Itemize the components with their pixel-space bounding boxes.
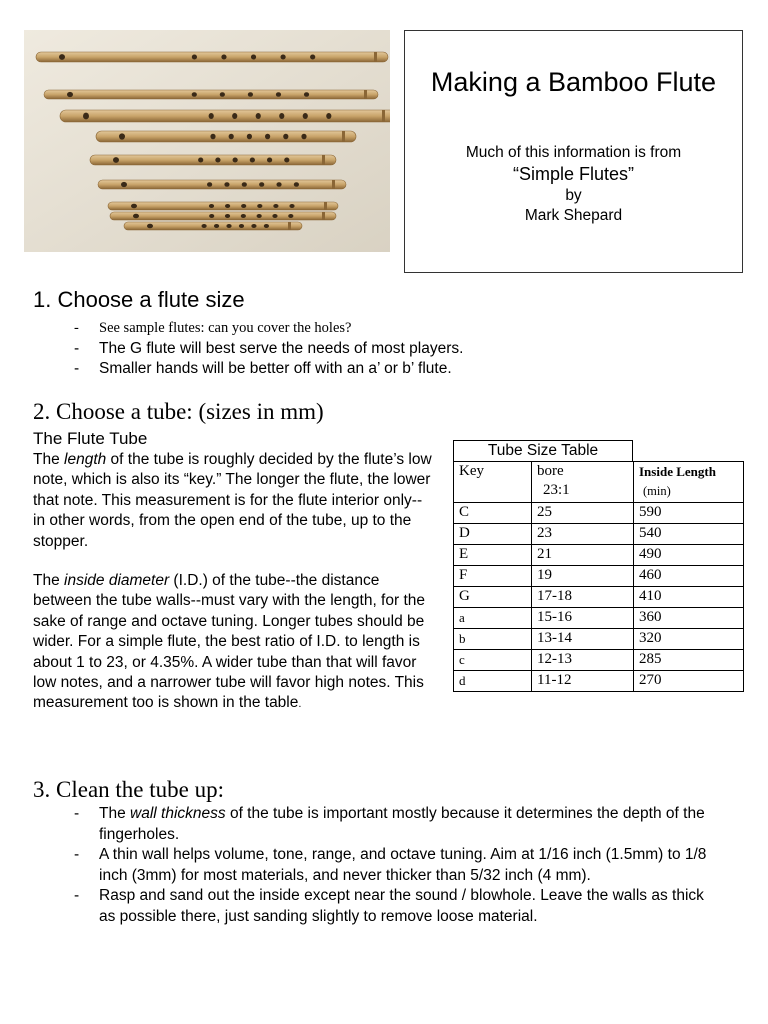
text: of the tube is important mostly because it determines the depth of the fingerholes. [99,805,705,843]
length-cell: 590 [634,503,744,524]
finger-hole [241,204,246,208]
list-item [74,339,463,360]
length-cell: 270 [634,671,744,692]
source-by: by [565,187,582,204]
finger-hole [303,113,308,119]
flute-body [98,180,346,189]
finger-hole [251,55,256,60]
section-3-heading: 3. Clean the tube up: [33,777,224,802]
length-cell: 410 [634,587,744,608]
finger-hole [198,158,203,163]
finger-hole [207,182,212,187]
bore-header [532,462,634,503]
text: The [33,451,65,468]
finger-hole [257,214,262,218]
bore-cell: 21 [532,545,634,566]
finger-hole [251,224,256,228]
finger-hole [256,113,261,119]
finger-hole [233,158,238,163]
finger-hole [289,204,294,208]
flute-body [90,155,336,165]
bore-cell: 17-18 [532,587,634,608]
flute-body [44,90,378,99]
bore-cell: 12-13 [532,650,634,671]
key-header: Key [454,462,532,503]
finger-hole [226,224,231,228]
finger-hole [209,204,214,208]
blow-hole [147,224,153,229]
bore-label: bore [537,463,564,479]
key-cell: G [454,587,532,608]
section-1-heading: 1. Choose a flute size [33,287,245,312]
length-cell: 540 [634,524,744,545]
finger-hole [264,224,269,228]
section-3-list [74,804,714,927]
diameter-paragraph [33,571,433,715]
finger-hole [247,134,252,140]
flute-node [364,90,367,99]
bullet: - [74,339,80,357]
finger-hole [220,92,225,97]
blow-hole [83,113,89,120]
finger-hole [284,158,289,163]
finger-hole [257,204,262,208]
finger-hole [192,55,197,60]
table-caption: Tube Size Table [453,440,633,461]
flute-body [110,212,336,220]
bore-cell: 23 [532,524,634,545]
section-1-list [74,318,463,380]
list-item [74,845,714,886]
finger-hole [304,92,309,97]
finger-hole [288,214,293,218]
source-book-title: “Simple Flutes” [512,164,635,184]
finger-hole [209,214,214,218]
inside-length-label: Inside Length [639,464,716,479]
flutes-illustration [24,30,390,252]
finger-hole [225,204,230,208]
bullet: - [74,846,80,863]
table-row [454,587,744,608]
key-cell: D [454,524,532,545]
bamboo-flutes-photo [24,30,390,252]
list-item [74,886,714,927]
flute-node [374,52,377,62]
key-cell: a [454,608,532,629]
table-row [454,524,744,545]
finger-hole [242,182,247,187]
source-author: Mark Shepard [524,207,623,224]
text: (I.D.) of the tube--the distance between the tube walls--must vary with the length, for the sake of range and octave tuning. Longer tubes should be wider. For a simple flute, the best ratio of I.D. to length is about 1 to 23, or 4.35%. A wider tube than that will favor low notes, and a narrower tube will favor high notes. This measurement too is shown in the table [33,572,426,712]
finger-hole [214,224,219,228]
table-row [454,629,744,650]
key-cell: C [454,503,532,524]
flute-body [96,131,356,142]
list-item-text: A thin wall helps volume, tone, range, and octave tuning. Aim at 1/16 inch (1.5mm) to 1/8 inch (3mm) for most materials, and never thicker than 5/32 inch (4 mm). [99,846,707,884]
length-paragraph [33,450,433,552]
finger-hole [239,224,244,228]
finger-hole [202,224,207,228]
bore-cell: 25 [532,503,634,524]
finger-hole [225,214,230,218]
finger-hole [215,158,220,163]
list-item-text: The G flute will best serve the needs of most players. [99,339,464,357]
length-cell: 320 [634,629,744,650]
blow-hole [113,157,119,163]
table-row [454,608,744,629]
table-row [454,566,744,587]
flute-tube-subheading: The Flute Tube [33,429,148,448]
source-line: Much of this information is from [465,144,682,161]
key-cell: E [454,545,532,566]
tube-size-table [453,461,744,692]
inside-length-header [634,462,744,503]
finger-hole [273,204,278,208]
bore-cell: 19 [532,566,634,587]
finger-hole [232,113,237,119]
section-2-heading: 2. Choose a tube: (sizes in mm) [33,399,324,424]
blow-hole [133,214,139,219]
finger-hole [192,92,197,97]
length-cell: 285 [634,650,744,671]
text: The [99,805,131,822]
finger-hole [276,182,281,187]
list-item-text: Rasp and sand out the inside except near the sound / blowhole. Leave the walls as thick as possible there, just sanding slightly to remove loose material. [99,887,704,925]
length-cell: 490 [634,545,744,566]
list-item [74,804,714,845]
key-cell: d [454,671,532,692]
title-box [404,30,743,273]
table-row [454,671,744,692]
emphasis: inside diameter [64,572,170,589]
blow-hole [121,182,127,187]
flute-node [332,180,335,189]
blow-hole [59,54,65,60]
table-row [454,503,744,524]
length-cell: 460 [634,566,744,587]
key-cell: F [454,566,532,587]
finger-hole [250,158,255,163]
finger-hole [224,182,229,187]
blow-hole [131,204,137,209]
finger-hole [248,92,253,97]
bullet: - [74,320,79,336]
text: . [298,698,302,711]
flute-body [60,110,390,122]
emphasis: wall thickness [130,805,226,822]
flute-node [382,110,385,122]
finger-hole [272,214,277,218]
finger-hole [267,158,272,163]
flute-node [324,202,327,210]
finger-hole [276,92,281,97]
bore-ratio: 23:1 [543,482,570,498]
list-item [74,359,463,380]
blow-hole [119,133,125,139]
bore-cell: 11-12 [532,671,634,692]
finger-hole [229,134,234,140]
flute-node [288,222,291,230]
finger-hole [221,55,226,60]
table-row [454,650,744,671]
blow-hole [67,92,73,97]
key-cell: b [454,629,532,650]
bullet: - [74,360,80,377]
emphasis: length [64,451,107,468]
finger-hole [241,214,246,218]
finger-hole [301,134,306,140]
finger-hole [210,134,215,140]
table-header-row [454,462,744,503]
finger-hole [265,134,270,140]
bore-cell: 13-14 [532,629,634,650]
text: of the tube is roughly decided by the flute’s low note, which is also its “key.” The longer the flute, the lower that note. This measurement is for the flute interior only--in other words, from the open end of the tube, up to the stopper. [33,451,432,550]
list-item-text: See sample flutes: can you cover the holes? [99,320,352,336]
flute-node [322,212,325,220]
finger-hole [281,55,286,60]
finger-hole [294,182,299,187]
flute-body [36,52,388,62]
length-cell: 360 [634,608,744,629]
table-row [454,545,744,566]
key-cell: c [454,650,532,671]
finger-hole [209,113,214,119]
bore-cell: 15-16 [532,608,634,629]
bullet: - [74,887,80,904]
min-label: (min) [643,484,671,498]
flute-node [322,155,325,165]
finger-hole [310,55,315,60]
flute-body [108,202,338,210]
flute-node [342,131,345,142]
finger-hole [326,113,331,119]
list-item-text: Smaller hands will be better off with an a’ or b’ flute. [99,360,452,377]
finger-hole [283,134,288,140]
page-title: Making a Bamboo Flute [430,67,717,97]
list-item [74,318,463,339]
finger-hole [259,182,264,187]
text: The [33,572,65,589]
bullet: - [74,805,80,822]
finger-hole [279,113,284,119]
